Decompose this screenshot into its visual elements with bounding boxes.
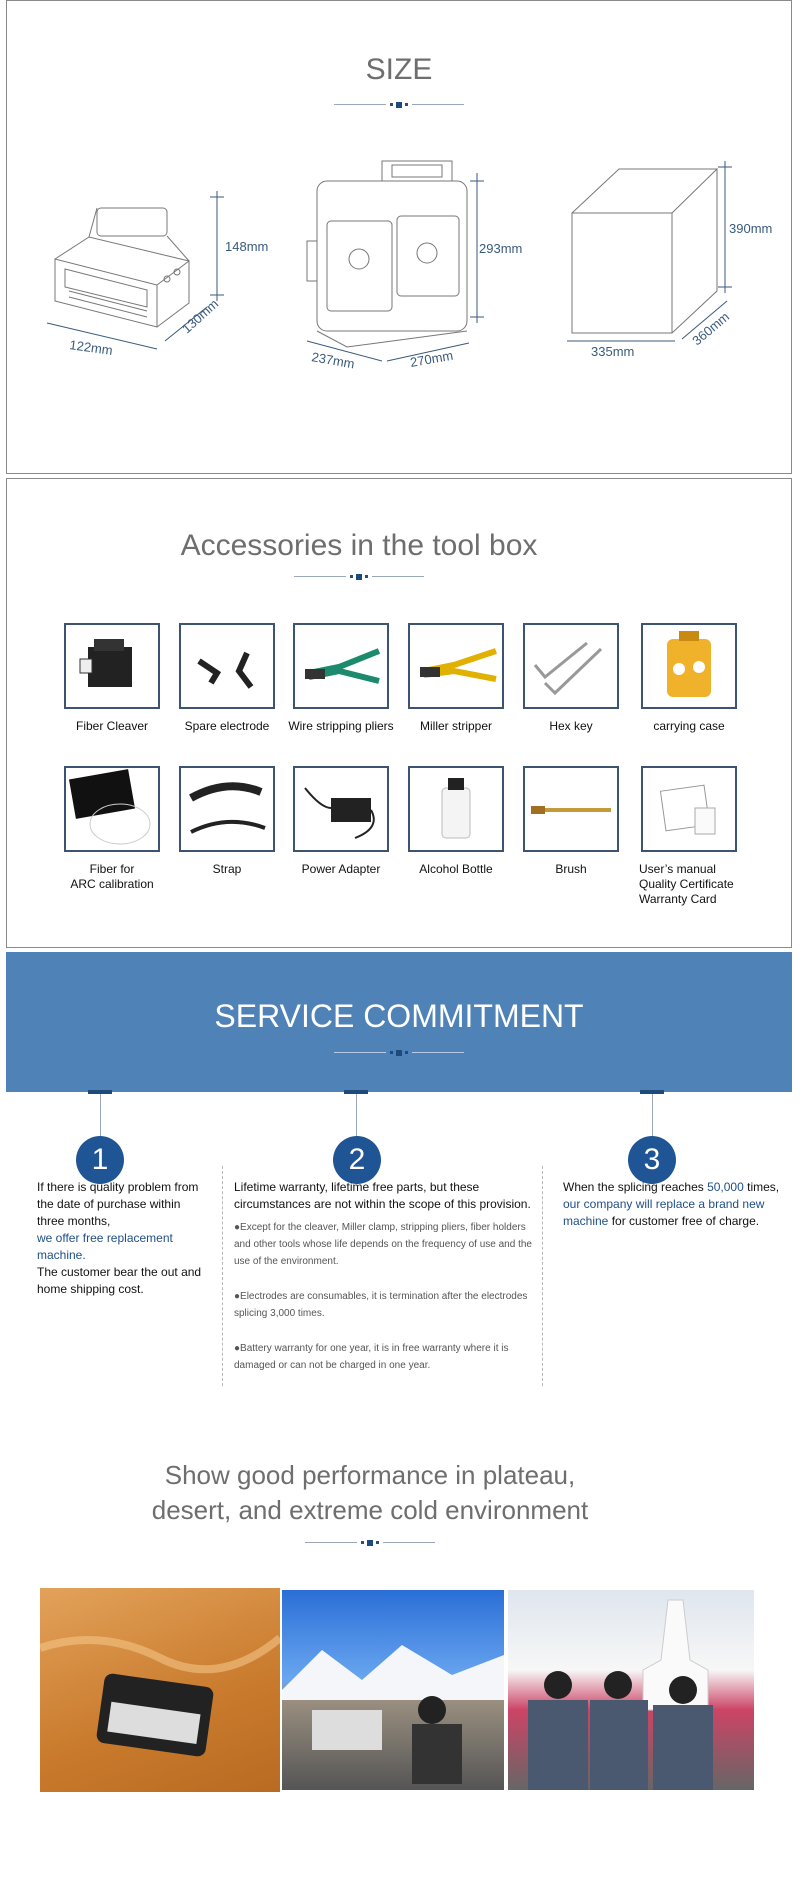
accessories-panel bbox=[6, 478, 792, 948]
performance-title-line1: Show good performance in plateau, bbox=[164, 1460, 576, 1490]
col1-stem bbox=[100, 1094, 101, 1138]
acc-label-wire-stripping-pliers: Wire stripping pliers bbox=[288, 719, 394, 733]
dim-splicer-w: 122mm bbox=[68, 337, 114, 359]
acc-label-spare-electrode: Spare electrode bbox=[184, 719, 270, 733]
size-panel bbox=[6, 0, 792, 474]
acc-label-carrying-case: carrying case bbox=[653, 719, 725, 733]
hex-key-icon bbox=[523, 623, 619, 709]
acc-label-brush: Brush bbox=[555, 862, 587, 876]
carrying-case-icon bbox=[641, 623, 737, 709]
alcohol-bottle-icon bbox=[408, 766, 504, 852]
strap-icon bbox=[179, 766, 275, 852]
acc-label-miller-stripper: Miller stripper bbox=[419, 719, 492, 733]
dim-box-h: 390mm bbox=[729, 221, 773, 236]
col3-number: 3 bbox=[628, 1136, 676, 1184]
col2-text: Lifetime warranty, lifetime free parts, but these circumstances are not within the scope of this provision. ●Except for the cleaver, Miller clamp, stripping pliers, fiber holders and other tools whose life depends on the frequency of use and the use of the environment. ●Electrodes are consumables, it is termination after the electrodes splicing 3,000 times. ●Battery warranty for one year, it is in free warranty where it is damaged or can not be charged in one year. bbox=[234, 1180, 532, 1371]
accessories-title: Accessories in the tool box bbox=[180, 529, 538, 562]
title-divider bbox=[294, 572, 424, 582]
title-divider bbox=[305, 1538, 435, 1548]
desert-photo bbox=[40, 1588, 280, 1792]
manual-icon bbox=[641, 766, 737, 852]
dim-splicer-d: 130mm bbox=[178, 296, 222, 337]
size-drawings bbox=[7, 1, 793, 475]
size-title: SIZE bbox=[365, 53, 433, 86]
splicer-drawing bbox=[55, 208, 189, 327]
power-adapter-icon bbox=[293, 766, 389, 852]
dim-box-d: 360mm bbox=[689, 308, 733, 349]
title-divider bbox=[334, 1048, 464, 1058]
plateau-photo bbox=[282, 1590, 504, 1790]
acc-label-manual: User’s manual Quality Certificate Warranty Card bbox=[639, 862, 734, 906]
spare-electrode-icon bbox=[179, 623, 275, 709]
service-title: SERVICE COMMITMENT bbox=[214, 998, 584, 1034]
col3-text: When the splicing reaches 50,000 times, our company will replace a brand new machine for customer free of charge. bbox=[563, 1180, 780, 1228]
shipping-box-drawing bbox=[572, 169, 717, 333]
acc-label-fiber: Fiber for ARC calibration bbox=[70, 862, 154, 891]
dim-splicer-h: 148mm bbox=[225, 239, 269, 254]
wire-stripping-pliers-icon bbox=[293, 623, 389, 709]
service-header bbox=[6, 952, 792, 1092]
col1-number: 1 bbox=[76, 1136, 124, 1184]
dim-case-h: 293mm bbox=[479, 241, 523, 256]
fiber-icon bbox=[64, 766, 160, 852]
acc-label-alcohol-bottle: Alcohol Bottle bbox=[419, 862, 493, 876]
acc-label-hex-key: Hex key bbox=[549, 719, 593, 733]
column-separator bbox=[542, 1166, 543, 1386]
brush-icon bbox=[523, 766, 619, 852]
acc-label-strap: Strap bbox=[212, 862, 242, 876]
col2-number: 2 bbox=[333, 1136, 381, 1184]
dim-case-w: 237mm bbox=[310, 349, 356, 372]
col2-stem bbox=[356, 1094, 357, 1138]
dim-case-d: 270mm bbox=[408, 347, 455, 370]
dim-box-w: 335mm bbox=[591, 344, 635, 359]
miller-stripper-icon bbox=[408, 623, 504, 709]
acc-label-power-adapter: Power Adapter bbox=[301, 862, 381, 876]
fiber-cleaver-icon bbox=[64, 623, 160, 709]
col3-stem bbox=[652, 1094, 653, 1138]
carrying-case-drawing bbox=[307, 161, 467, 347]
col1-text: If there is quality problem from the date of purchase within three months, we offer free replacement machine. The customer bear the out and home shipping cost. bbox=[37, 1180, 202, 1296]
performance-title-line2: desert, and extreme cold environment bbox=[151, 1495, 589, 1525]
acc-label-fiber-cleaver: Fiber Cleaver bbox=[75, 719, 149, 733]
cold-environment-photo bbox=[508, 1590, 754, 1790]
column-separator bbox=[222, 1166, 223, 1386]
